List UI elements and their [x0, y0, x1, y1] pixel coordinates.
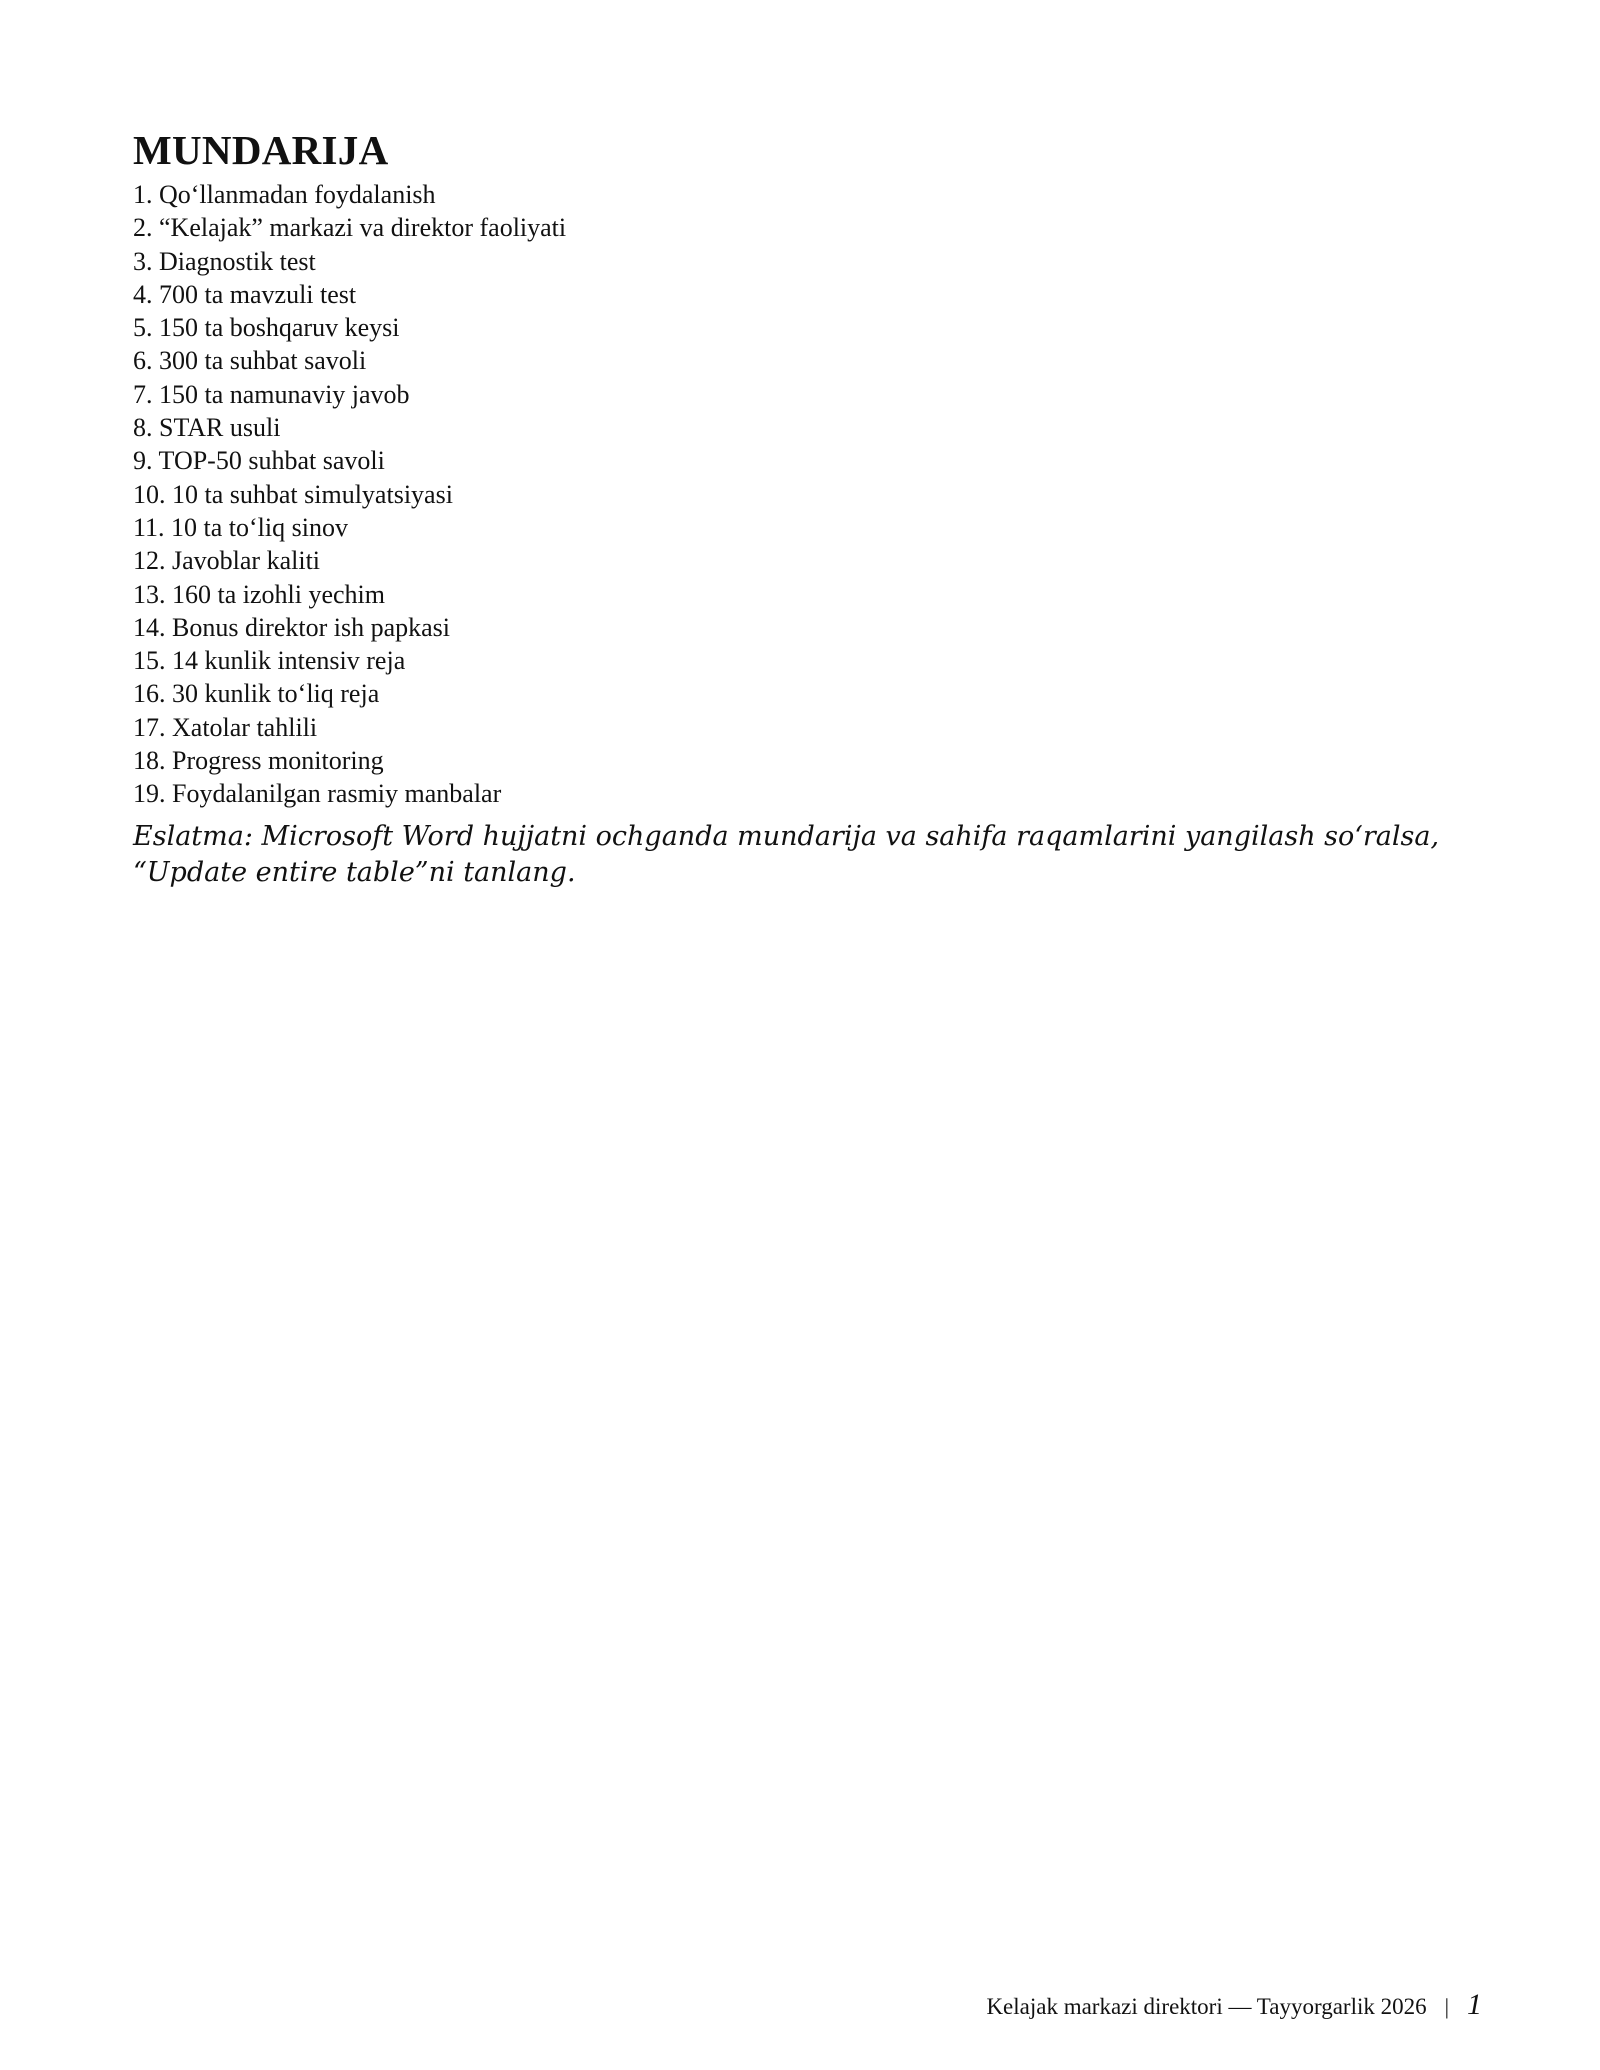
toc-item: 2. “Kelajak” markazi va direktor faoliyati: [133, 213, 567, 243]
toc-title: MUNDARIJA: [133, 127, 389, 173]
footer-separator: |: [1444, 1994, 1449, 2019]
toc-item: 7. 150 ta namunaviy javob: [133, 379, 410, 409]
toc-item: 16. 30 kunlik to‘liq reja: [133, 679, 380, 709]
toc-item: 13. 160 ta izohli yechim: [133, 579, 386, 609]
toc-item: 12. Javoblar kaliti: [133, 546, 321, 576]
toc-item: 15. 14 kunlik intensiv reja: [133, 646, 406, 676]
toc-list: [133, 178, 1483, 811]
toc-item: 4. 700 ta mavzuli test: [133, 279, 357, 309]
toc-item: 3. Diagnostik test: [133, 246, 316, 276]
toc-item: 6. 300 ta suhbat savoli: [133, 346, 367, 376]
toc-section: [133, 126, 1483, 918]
page-number: 1: [1467, 1988, 1482, 2021]
toc-item: 9. TOP-50 suhbat savoli: [133, 446, 385, 476]
toc-note: Eslatma: Microsoft Word hujjatni ochganda mundarija va sahifa raqamlarini yangilash so‘ralsa, “Update entire table”ni tanlang.: [133, 820, 1440, 888]
toc-item: 10. 10 ta suhbat simulyatsiyasi: [133, 479, 453, 509]
toc-item: 17. Xatolar tahlili: [133, 712, 318, 742]
toc-item: 14. Bonus direktor ish papkasi: [133, 612, 451, 642]
toc-item: 5. 150 ta boshqaruv keysi: [133, 313, 400, 343]
toc-item: 19. Foydalanilgan rasmiy manbalar: [133, 779, 502, 809]
toc-item: 1. Qo‘llanmadan foydalanish: [133, 180, 436, 209]
page-footer: [986, 1990, 1482, 2022]
toc-item: 8. STAR usuli: [133, 413, 281, 443]
footer-text: Kelajak markazi direktori — Tayyorgarlik 2026: [986, 1994, 1427, 2019]
toc-item: 11. 10 ta to‘liq sinov: [133, 512, 348, 542]
toc-item: 18. Progress monitoring: [133, 746, 384, 776]
